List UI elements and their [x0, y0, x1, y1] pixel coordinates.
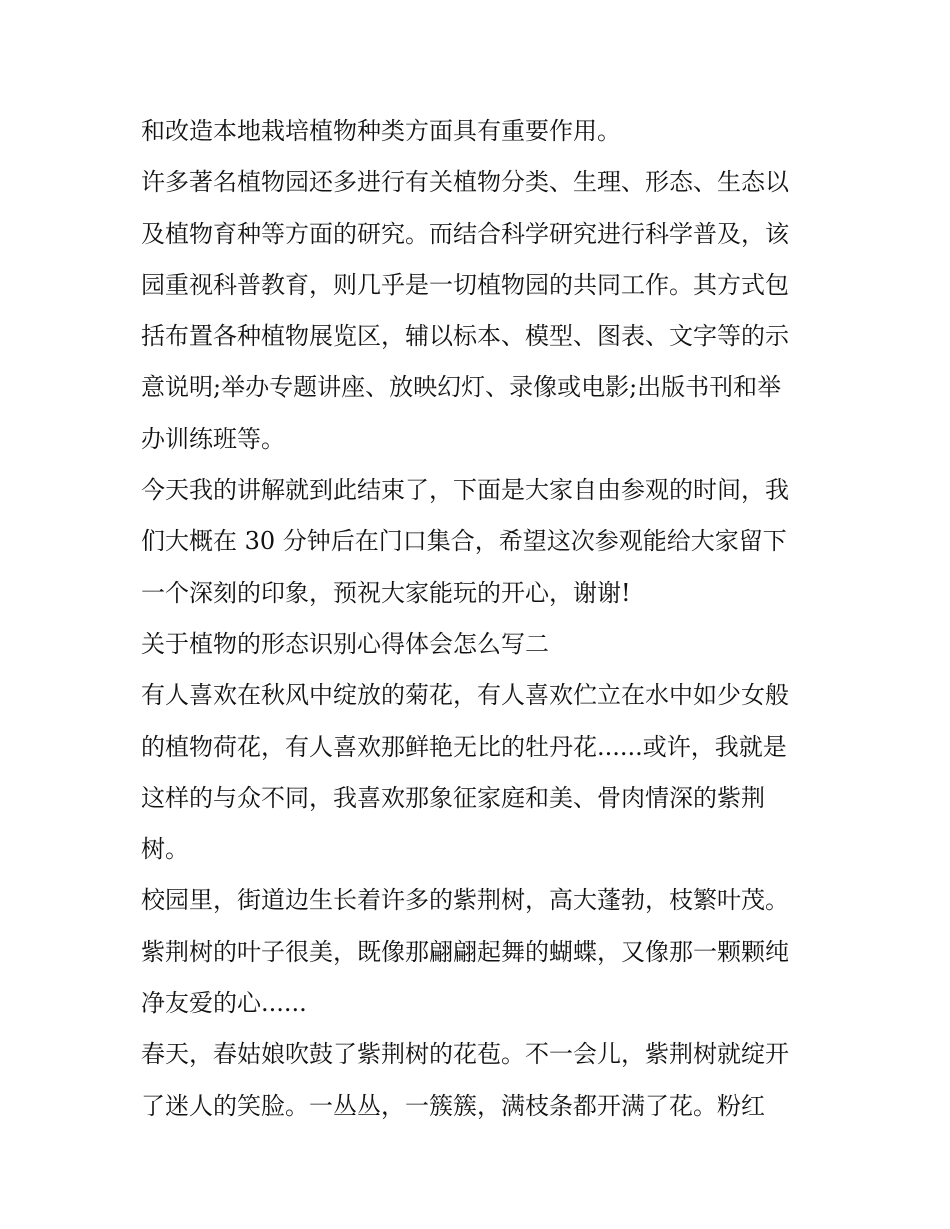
text-line-17: 紫荆树的叶子很美，既像那翩翩起舞的蝴蝶，又像那一颗颗纯 [141, 937, 789, 966]
text-line-7: 办训练班等。 [141, 424, 285, 453]
text-line-8: 今天我的讲解就到此结束了，下面是大家自由参观的时间，我 [141, 476, 789, 505]
text-line-3: 及植物育种等方面的研究。而结合科学研究进行科学普及，该 [141, 219, 789, 248]
text-line-13: 的植物荷花，有人喜欢那鲜艳无比的牡丹花......或许，我就是 [141, 732, 787, 761]
text-line-14: 这样的与众不同，我喜欢那象征家庭和美、骨肉情深的紫荆 [141, 783, 765, 812]
text-line-2: 许多著名植物园还多进行有关植物分类、生理、形态、生态以 [141, 168, 789, 197]
text-line-1: 和改造本地栽培植物种类方面具有重要作用。 [141, 117, 621, 145]
text-line-19: 春天，春姑娘吹鼓了紫荆树的花苞。不一会儿，紫荆树就绽开 [141, 1040, 789, 1069]
text-line-15: 树。 [141, 835, 189, 864]
text-line-5: 括布置各种植物展览区，辅以标本、模型、图表、文字等的示 [141, 322, 789, 351]
text-line-12: 有人喜欢在秋风中绽放的菊花，有人喜欢伫立在水中如少女般 [141, 681, 789, 710]
text-line-6: 意说明;举办专题讲座、放映幻灯、录像或电影;出版书刊和举 [141, 373, 782, 402]
section-heading: 关于植物的形态识别心得体会怎么写二 [141, 629, 549, 658]
text-line-16: 校园里，街道边生长着许多的紫荆树，高大蓬勃，枝繁叶茂。 [141, 886, 789, 915]
text-line-18: 净友爱的心...... [141, 989, 307, 1018]
text-line-4: 园重视科普教育，则几乎是一切植物园的共同工作。其方式包 [141, 270, 789, 299]
text-line-9: 们大概在 30 分钟后在门口集合，希望这次参观能给大家留下 [141, 527, 787, 556]
text-line-10: 一个深刻的印象，预祝大家能玩的开心，谢谢! [141, 578, 631, 607]
text-line-20: 了迷人的笑脸。一丛丛，一簇簇，满枝条都开满了花。粉红 [141, 1091, 765, 1120]
document-body [141, 106, 821, 1132]
